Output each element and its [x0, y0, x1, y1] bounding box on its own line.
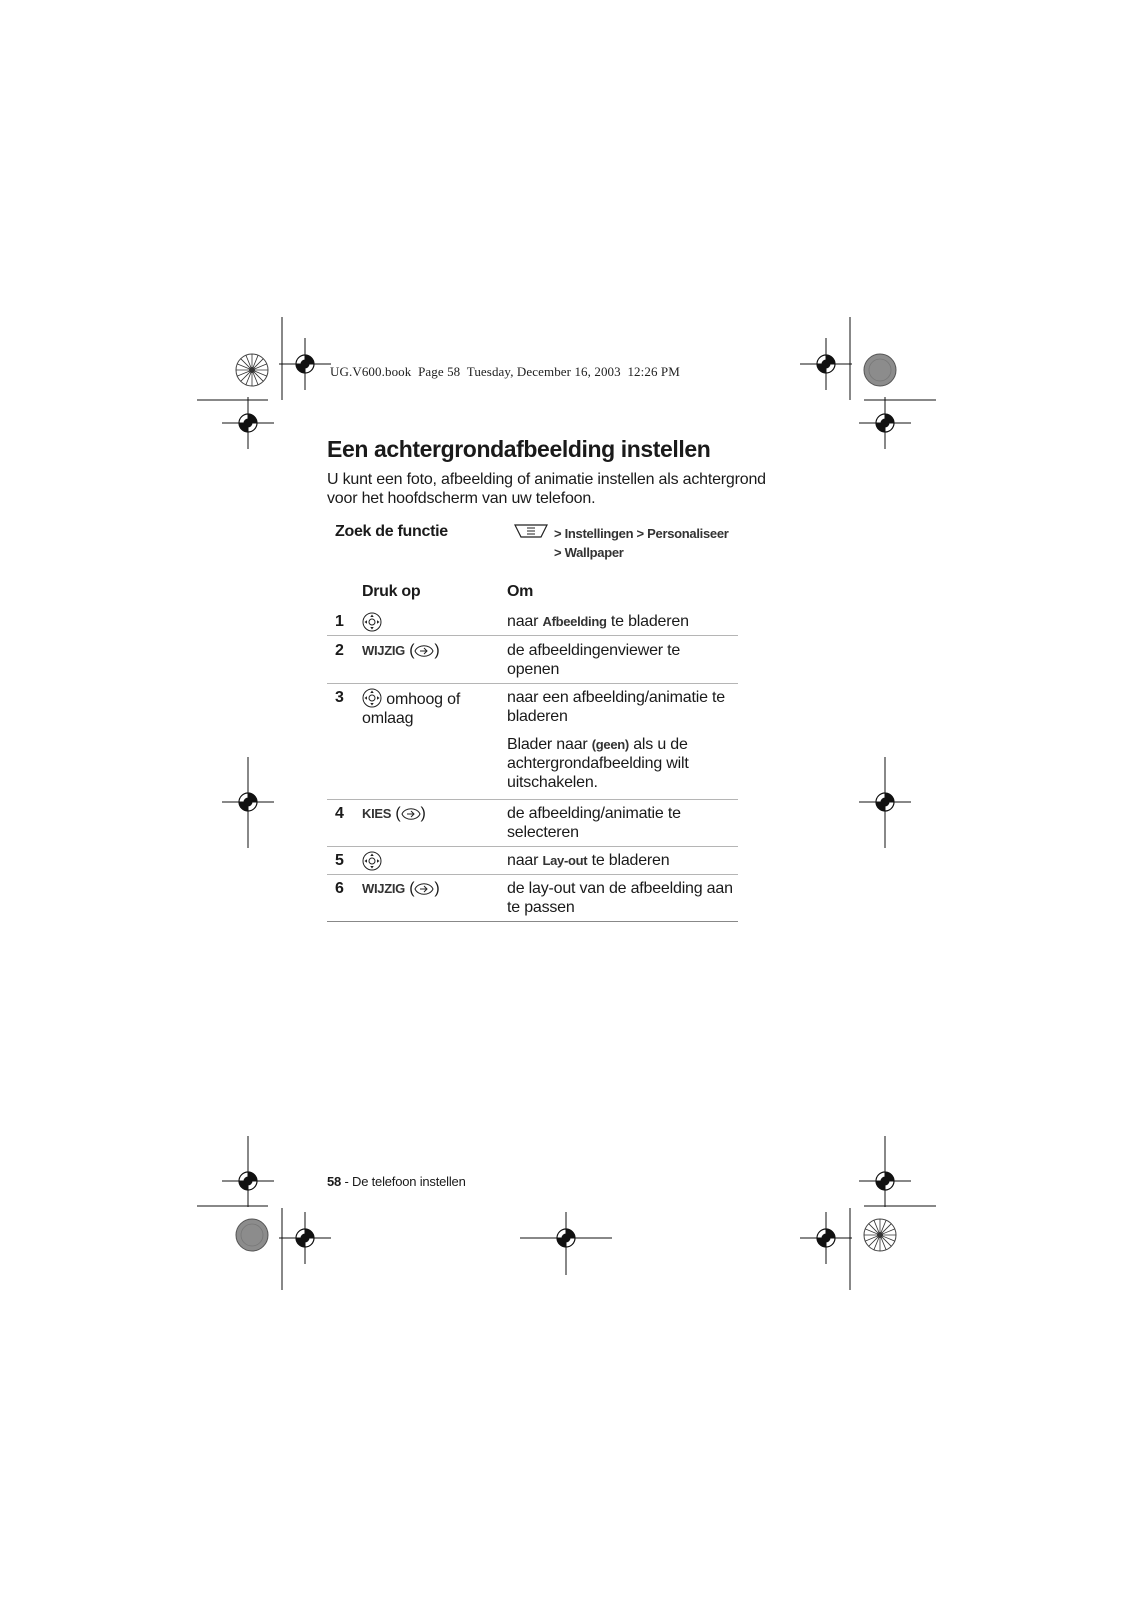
- menu-key-icon: [514, 524, 548, 538]
- step-press: WIJZIG ( ): [362, 642, 440, 659]
- nav-key-icon: [362, 851, 382, 871]
- table-row: [327, 804, 738, 847]
- soft-key-icon: [401, 806, 421, 822]
- step-number: 3: [335, 689, 344, 706]
- table-row: [327, 879, 738, 922]
- table-row: [327, 688, 738, 800]
- step-press: KIES ( ): [362, 805, 426, 822]
- find-feature-label: Zoek de functie: [335, 523, 448, 540]
- soft-key-label: WIJZIG: [362, 643, 405, 658]
- intro-paragraph: U kunt een foto, afbeelding of animatie instellen als achtergrond voor het hoofdscherm van uw telefoon.: [327, 471, 766, 507]
- menu-path-line-1: > Instellingen > Personaliseer: [554, 526, 729, 541]
- table-row: [327, 851, 738, 875]
- step-number: 1: [335, 613, 344, 630]
- section-name: - De telefoon instellen: [341, 1174, 466, 1189]
- soft-key-label: WIJZIG: [362, 881, 405, 896]
- step-description: naar Afbeelding te bladeren: [507, 613, 689, 630]
- step-press: [362, 688, 492, 728]
- column-header-om: Om: [507, 583, 534, 600]
- step-description: de lay-out van de afbeelding aan te passen: [507, 880, 733, 916]
- nav-key-icon: [362, 688, 382, 708]
- display-term: Afbeelding: [542, 614, 607, 629]
- print-header: UG.V600.book Page 58 Tuesday, December 16, 2003 12:26 PM: [330, 364, 680, 379]
- step-press: WIJZIG ( ): [362, 880, 440, 897]
- step-description: de afbeeldingenviewer te openen: [507, 642, 681, 678]
- nav-key-icon: [362, 612, 382, 632]
- display-term: (geen): [591, 737, 629, 752]
- step-description: de afbeelding/animatie te selecteren: [507, 805, 681, 841]
- page-number: 58: [327, 1174, 342, 1189]
- display-term: Lay-out: [542, 853, 588, 868]
- table-row: [327, 641, 738, 684]
- table-row: [327, 612, 738, 636]
- step-note: Blader naar (geen) als u de achtergrondafbeelding wilt uitschakelen.: [507, 736, 689, 791]
- step-number: 4: [335, 805, 344, 822]
- soft-key-label: KIES: [362, 806, 392, 821]
- column-header-press: Druk op: [362, 583, 421, 600]
- soft-key-icon: [414, 881, 434, 897]
- soft-key-icon: [414, 643, 434, 659]
- step-number: 5: [335, 852, 344, 869]
- menu-path-line-2: > Wallpaper: [554, 545, 624, 560]
- press-text: omhoog of omlaag: [362, 691, 461, 727]
- step-description: naar een afbeelding/animatie te bladeren Blader naar (geen) als u de achtergrondafbeelding wilt uitschakelen.: [507, 688, 735, 792]
- step-description: naar Lay-out te bladeren: [507, 852, 670, 869]
- step-number: 2: [335, 642, 344, 659]
- page-footer: [327, 1174, 466, 1189]
- step-number: 6: [335, 880, 344, 897]
- page-title: Een achtergrondafbeelding instellen: [327, 436, 711, 462]
- step-press: [362, 851, 492, 872]
- step-press: [362, 612, 492, 633]
